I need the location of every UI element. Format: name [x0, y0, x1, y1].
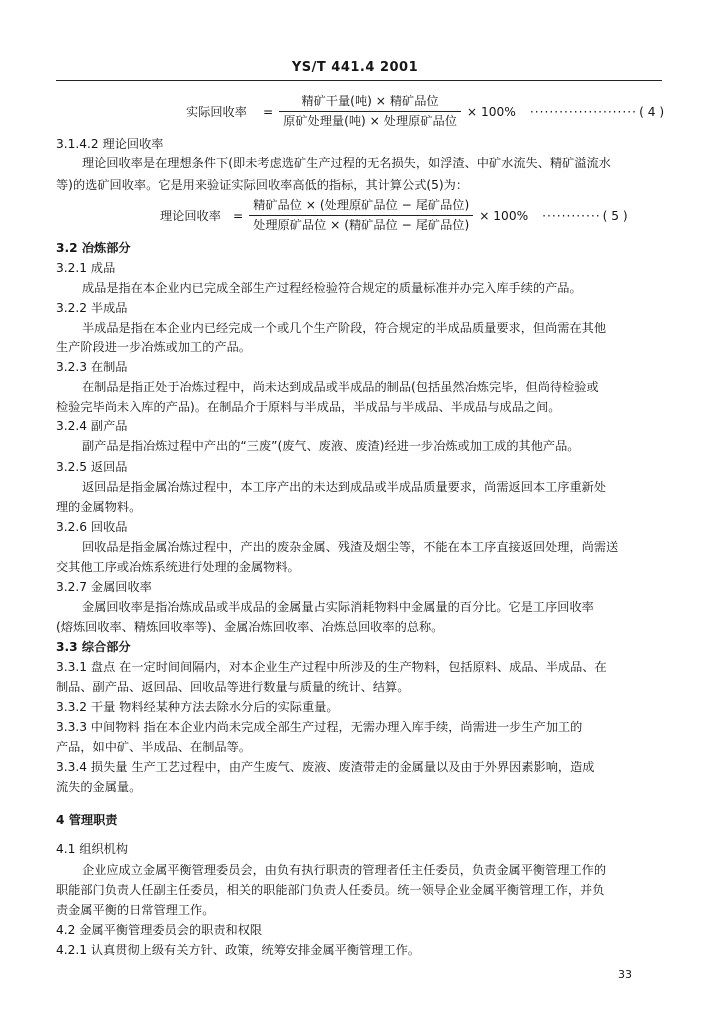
formula-4-denominator: 原矿处理量(吨) × 处理原矿品位: [283, 114, 457, 128]
paragraph-line: 返回品是指金属冶炼过程中，本工序产出的未达到成品或半成品质量要求，尚需返回本工序重新处: [82, 480, 607, 494]
formula-4-leader: ······················: [529, 104, 638, 119]
formula-4: [186, 94, 664, 129]
paragraph-line: 金属回收率是指冶炼成品或半成品的金属量占实际消耗物料中金属量的百分比。它是工序回收率: [82, 600, 594, 614]
section-heading-3-2-6: 3.2.6 回收品: [56, 520, 128, 534]
paragraph-line-3-3-2: 3.3.2 干量 物料经某种方法去除水分后的实际重量。: [56, 700, 339, 714]
paragraph-line: 产品，如中矿、半成品、在制品等。: [56, 740, 251, 754]
page-number: 33: [618, 968, 632, 981]
paragraph-line: 等)的选矿回收率。它是用来验证实际回收率高低的指标，其计算公式(5)为：: [56, 178, 469, 192]
paragraph-line-3-3-4: 3.3.4 损失量 生产工艺过程中，由产生废气、废液、废渣带走的金属量以及由于外界因素影响，造成: [56, 760, 595, 774]
paragraph-line: 理论回收率是在理想条件下(即未考虑选矿生产过程的无名损失，如浮渣、中矿水流失、精矿溢流水: [82, 156, 611, 170]
formula-4-factor: × 100%: [466, 104, 516, 119]
header-rule: [56, 80, 662, 81]
section-heading-3-2-3: 3.2.3 在制品: [56, 360, 128, 374]
formula-5-fraction: [249, 198, 473, 233]
section-heading-3-2-1: 3.2.1 成品: [56, 261, 116, 275]
section-heading-4: 4 管理职责: [56, 813, 118, 827]
section-heading-3-2-2: 3.2.2 半成品: [56, 301, 128, 315]
formula-4-lhs: 实际回收率: [186, 105, 247, 119]
formula-4-fraction: [279, 94, 461, 129]
paragraph-line-4-2-1: 4.2.1 认真贯彻上级有关方针、政策，统筹安排金属平衡管理工作。: [56, 943, 420, 957]
paragraph-line-3-3-3: 3.3.3 中间物料 指在本企业内尚未完成全部生产过程，无需办理入库手续，尚需进一步生产加工的: [56, 720, 583, 734]
paragraph-line: (熔炼回收率、精炼回收率等)、金属冶炼回收率、冶炼总回收率的总称。: [56, 620, 444, 634]
formula-4-number: ( 4 ): [639, 104, 665, 119]
paragraph-line: 企业应成立金属平衡管理委员会，由负有执行职责的管理者任主任委员，负责金属平衡管理工作的: [82, 863, 607, 877]
section-heading-3-2-7: 3.2.7 金属回收率: [56, 580, 152, 594]
formula-4-eq: =: [262, 104, 274, 119]
paragraph-line: 成品是指在本企业内已完成全部生产过程经检验符合规定的质量标准并办完入库手续的产品。: [82, 281, 582, 295]
formula-4-numerator: 精矿干量(吨) × 精矿品位: [301, 94, 439, 108]
formula-5-denominator: 处理原矿品位 × (精矿品位 − 尾矿品位): [253, 218, 470, 232]
paragraph-line: 流失的金属量。: [56, 780, 142, 794]
section-heading-3-3: 3.3 综合部分: [56, 640, 131, 654]
paragraph-line: 交其他工序或冶炼系统进行处理的金属物料。: [56, 560, 300, 574]
section-heading-4-1: 4.1 组织机构: [56, 842, 129, 856]
formula-5-leader: ············: [542, 208, 601, 223]
formula-5: [160, 198, 628, 233]
section-heading-3-2-4: 3.2.4 副产品: [56, 419, 128, 433]
formula-5-numerator: 精矿品位 × (处理原矿品位 − 尾矿品位): [253, 198, 470, 212]
paragraph-line: 半成品是指在本企业内已经完成一个或几个生产阶段，符合规定的半成品质量要求，但尚需在其他: [82, 321, 607, 335]
paragraph-line: 回收品是指金属冶炼过程中，产出的废杂金属、残渣及烟尘等，不能在本工序直接返回处理，尚需送: [82, 540, 619, 554]
page-header-standard-number: YS/T 441.4 2001: [291, 60, 419, 75]
section-heading-3-1-4-2: 3.1.4.2 理论回收率: [56, 137, 164, 151]
section-heading-4-2: 4.2 金属平衡管理委员会的职责和权限: [56, 923, 263, 937]
paragraph-line: 生产阶段进一步冶炼或加工的产品。: [56, 340, 251, 354]
paragraph-line-3-3-1: 3.3.1 盘点 在一定时间间隔内，对本企业生产过程中所涉及的生产物料，包括原料、成品、半成品、在: [56, 660, 607, 674]
paragraph-line: 职能部门负责人任副主任委员，相关的职能部门负责人任委员。统一领导企业金属平衡管理工作，并负: [56, 883, 605, 897]
formula-5-lhs: 理论回收率: [160, 209, 221, 223]
paragraph-line: 副产品是指冶炼过程中产出的“三废”(废气、废液、废渣)经进一步冶炼或加工成的其他产品。: [82, 439, 580, 453]
paragraph-line: 责金属平衡的日常管理工作。: [56, 903, 215, 917]
paragraph-line: 在制品是指正处于冶炼过程中，尚未达到成品或半成品的制品(包括虽然冶炼完毕，但尚待检验或: [82, 380, 599, 394]
formula-5-eq: =: [232, 208, 244, 223]
paragraph-line: 理的金属物料。: [56, 500, 142, 514]
formula-5-number: ( 5 ): [602, 208, 628, 223]
formula-5-factor: × 100%: [479, 208, 529, 223]
paragraph-line: 检验完毕尚未入库的产品)。在制品介于原料与半成品，半成品与半成品、半成品与成品之间。: [56, 400, 561, 414]
section-heading-3-2: 3.2 冶炼部分: [56, 241, 131, 255]
section-heading-3-2-5: 3.2.5 返回品: [56, 460, 128, 474]
paragraph-line: 制品、副产品、返回品、回收品等进行数量与质量的统计、结算。: [56, 680, 410, 694]
